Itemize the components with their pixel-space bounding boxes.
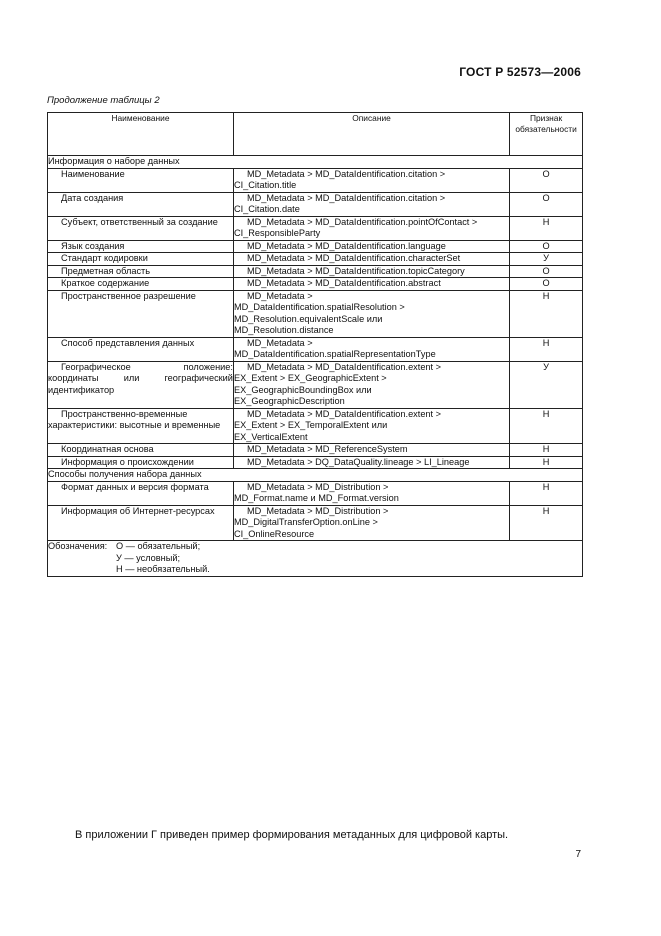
section-title: Информация о наборе данных (48, 156, 583, 169)
cell-obligation: Н (510, 216, 583, 240)
cell-description (233, 192, 509, 216)
cell-description (233, 505, 509, 541)
cell-obligation: Н (510, 337, 583, 361)
cell-description-text: MD_Metadata > MD_Distribution > MD_Format.name и MD_Format.version (233, 481, 399, 503)
cell-description-text: MD_Metadata > MD_DataIdentification.abstract (246, 278, 441, 288)
cell-name-text: Стандарт кодировки (61, 253, 148, 263)
cell-name (48, 337, 234, 361)
cell-name (48, 481, 234, 505)
cell-description (233, 240, 509, 253)
section-row (48, 156, 583, 169)
cell-name (48, 216, 234, 240)
table-row (48, 216, 583, 240)
cell-description-text: MD_Metadata > MD_DataIdentification.citation > CI_Citation.date (233, 192, 446, 214)
cell-obligation: Н (510, 481, 583, 505)
table-row (48, 505, 583, 541)
footer-paragraph: В приложении Г приведен пример формирования метаданных для цифровой карты. (75, 829, 509, 841)
section-title: Способы получения набора данных (48, 469, 583, 482)
cell-name-text: Способ представления данных (61, 337, 195, 348)
table-row (48, 456, 583, 469)
cell-name (48, 456, 234, 469)
column-header-name: Наименование (48, 113, 234, 156)
cell-name (48, 290, 234, 337)
table-row (48, 192, 583, 216)
cell-description-text: MD_Metadata > MD_DataIdentification.citation > CI_Citation.title (233, 168, 446, 190)
column-header-obligation: Признак обязательности (510, 113, 583, 156)
cell-name (48, 505, 234, 541)
cell-name (48, 444, 234, 457)
cell-description-text: MD_Metadata > MD_ReferenceSystem (246, 444, 408, 454)
note-optional: Н — необязательный. (116, 564, 210, 574)
cell-description-text: MD_Metadata > MD_DataIdentification.pointOfContact > CI_ResponsibleParty (233, 216, 478, 238)
table-row (48, 337, 583, 361)
cell-name-text: Субъект, ответственный за создание (61, 216, 218, 227)
cell-obligation: Н (510, 505, 583, 541)
table-row (48, 253, 583, 266)
cell-description (233, 481, 509, 505)
cell-name-text: Наименование (61, 168, 125, 179)
table-row (48, 361, 583, 408)
cell-description (233, 290, 509, 337)
cell-name (48, 278, 234, 291)
document-code: ГОСТ Р 52573—2006 (459, 65, 581, 79)
cell-description-text: MD_Metadata > MD_DataIdentification.extent > EX_Extent > EX_GeographicExtent > EX_GeographicBoundingBox или EX_GeographicDescription (233, 361, 442, 406)
note-conditional: У — условный; (116, 552, 181, 563)
cell-obligation: У (510, 253, 583, 266)
cell-description (233, 337, 509, 361)
table-row (48, 278, 583, 291)
cell-description-text: MD_Metadata > MD_DataIdentification.topicCategory (246, 265, 465, 276)
cell-obligation: У (510, 361, 583, 408)
cell-name-text: Информация о происхождении (61, 456, 194, 467)
cell-name-text: Формат данных и версия формата (61, 481, 209, 492)
note-obligatory: О — обязательный; (116, 541, 201, 551)
cell-name (48, 361, 234, 408)
cell-name-text: Предметная область (61, 265, 151, 276)
cell-description (233, 253, 509, 266)
cell-name-text: Информация об Интернет-ресурсах (61, 505, 215, 516)
cell-name-text: Язык создания (61, 240, 125, 251)
cell-name-text: Координатная основа (61, 444, 154, 454)
table-header-row (48, 113, 583, 156)
cell-obligation: О (510, 278, 583, 291)
table-row (48, 481, 583, 505)
cell-description-text: MD_Metadata > MD_DataIdentification.spatialResolution > MD_Resolution.equivalentScale или MD_Resolution.distance (233, 290, 405, 335)
notes-values (116, 541, 210, 576)
cell-name-text: Дата создания (61, 192, 124, 203)
cell-obligation: Н (510, 456, 583, 469)
cell-name (48, 265, 234, 278)
cell-name-text: Пространственно-временные характеристики: высотные и временные (48, 408, 221, 430)
cell-name-text: Краткое содержание (61, 278, 150, 288)
cell-description (233, 265, 509, 278)
cell-description (233, 444, 509, 457)
table-row (48, 168, 583, 192)
table-row (48, 408, 583, 444)
notes-cell (48, 541, 583, 577)
cell-obligation: О (510, 192, 583, 216)
table-row (48, 290, 583, 337)
table-body (48, 156, 583, 541)
cell-description-text: MD_Metadata > MD_Distribution > MD_DigitalTransferOption.onLine > CI_OnlineResource (233, 505, 389, 539)
cell-name (48, 168, 234, 192)
cell-description (233, 408, 509, 444)
cell-obligation: Н (510, 444, 583, 457)
cell-obligation: Н (510, 408, 583, 444)
cell-name (48, 408, 234, 444)
cell-name-text: Географическое положение: координаты или географический идентификатор (48, 361, 233, 395)
cell-name (48, 192, 234, 216)
cell-description-text: MD_Metadata > MD_DataIdentification.extent > EX_Extent > EX_TemporalExtent или EX_VerticalExtent (233, 408, 442, 442)
page-number: 7 (575, 849, 581, 860)
cell-name (48, 240, 234, 253)
cell-obligation: О (510, 168, 583, 192)
section-row (48, 469, 583, 482)
cell-description-text: MD_Metadata > MD_DataIdentification.spatialRepresentationType (233, 337, 436, 359)
cell-obligation: О (510, 265, 583, 278)
cell-obligation: О (510, 240, 583, 253)
cell-obligation: Н (510, 290, 583, 337)
cell-description (233, 361, 509, 408)
column-header-description: Описание (233, 113, 509, 156)
cell-description (233, 278, 509, 291)
cell-description (233, 168, 509, 192)
table-row (48, 444, 583, 457)
notes-row (48, 541, 583, 577)
cell-description-text: MD_Metadata > MD_DataIdentification.language (246, 240, 446, 251)
cell-description (233, 456, 509, 469)
cell-description-text: MD_Metadata > MD_DataIdentification.characterSet (246, 253, 461, 263)
table-caption: Продолжение таблицы 2 (47, 95, 160, 106)
cell-name-text: Пространственное разрешение (61, 290, 196, 301)
table-row (48, 240, 583, 253)
cell-description-text: MD_Metadata > DQ_DataQuality.lineage > LI_Lineage (246, 456, 470, 467)
metadata-table (47, 112, 583, 577)
cell-name (48, 253, 234, 266)
notes-label: Обозначения: (48, 541, 108, 551)
table-row (48, 265, 583, 278)
cell-description (233, 216, 509, 240)
